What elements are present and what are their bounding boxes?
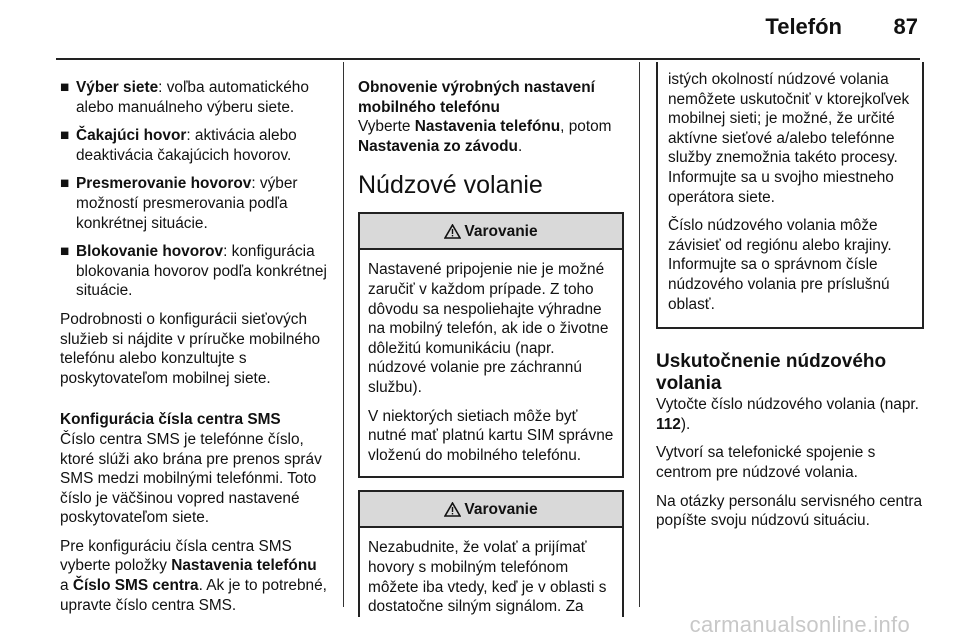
bullet-term: Výber siete [76, 79, 159, 96]
sms-paragraph: Číslo centra SMS je telefónne číslo, ktoré slúži ako brána pre prenos správ SMS medzi mobilnými telefónmi. Toto číslo je väčšinou vopred nastavené poskytovateľom siete. [60, 430, 322, 527]
bullet-mark: ■ [60, 243, 70, 261]
warning-box-continued [656, 62, 924, 329]
warning-label: Varovanie [464, 222, 538, 240]
list-item [60, 242, 328, 301]
bullet-term: Blokovanie hovorov [76, 243, 224, 261]
menu-ref-factory-settings: Nastavenia zo závodu [358, 137, 518, 155]
watermark: carmanualsonline.info [689, 612, 910, 637]
column-1 [60, 78, 328, 624]
reset-heading: Obnovenie výrobných nastavení mobilného telefónu [358, 79, 595, 116]
reset-paragraph [358, 117, 624, 156]
warning-triangle-icon [444, 502, 461, 517]
column-3 [656, 62, 924, 540]
warning-paragraph: Číslo núdzového volania môže závisieť od regiónu alebo krajiny. Informujte sa o správnom čísle núdzového volania pre príslušnú oblasť. [668, 217, 892, 313]
text-run: . [517, 137, 523, 155]
text-run: Pre konfiguráciu čísla centra SMS vyberte položky [60, 537, 292, 575]
list-item [60, 126, 328, 165]
warning-paragraph: Nezabudnite, že volať a prijímať hovory s mobilným telefónom môžete iba vtedy, keď je v oblasti s dostatočne silným signálom. Za [368, 539, 607, 616]
header-rule [56, 58, 920, 60]
text-run: . Ak je to potrebné, upravte číslo centra SMS. [60, 577, 327, 614]
menu-ref-phone-settings: Nastavenia telefónu [414, 118, 561, 136]
bullet-text: : výber možností presmerovania podľa konkrétnej situácie. [76, 175, 298, 232]
bullet-text: : konfigurácia blokovania hovorov podľa konkrétnej situácie. [76, 243, 327, 300]
header-title: Telefón [765, 14, 842, 39]
make-call-paragraph: Vytvorí sa telefonické spojenie s centrom pre núdzové volania. [656, 444, 876, 481]
column-divider [639, 62, 640, 607]
warning-box [358, 490, 624, 616]
warning-body [360, 250, 622, 476]
text-run: Vyberte [358, 118, 415, 136]
bullet-text: : aktivácia alebo deaktivácia čakajúcich hovorov. [76, 127, 297, 164]
bullet-text: : voľba automatického alebo manuálneho výberu siete. [76, 79, 309, 116]
warning-paragraph: V niektorých sietiach môže byť nutné mať platnú kartu SIM správne vloženú do mobilného telefónu. [368, 407, 614, 464]
warning-label: Varovanie [464, 500, 538, 518]
make-call-paragraph [656, 395, 924, 434]
sms-config-paragraph [60, 537, 328, 615]
bullet-term: Čakajúci hovor [76, 127, 187, 145]
warning-body [360, 528, 622, 616]
make-call-heading: Uskutočnenie núdzového volania [656, 351, 887, 395]
emergency-number: 112 [656, 415, 681, 433]
list-item [60, 174, 328, 233]
warning-header [360, 214, 622, 250]
warning-box [358, 212, 624, 478]
section-title: Núdzové volanie [358, 171, 543, 200]
text-run: , potom [560, 118, 612, 136]
make-call-paragraph: Na otázky personálu servisného centra popíšte svoju núdzovú situáciu. [656, 492, 923, 530]
menu-ref-sms-center-number: Číslo SMS centra [72, 577, 199, 595]
sms-heading: Konfigurácia čísla centra SMS [60, 411, 281, 429]
warning-triangle-icon [444, 224, 461, 239]
bullet-term: Presmerovanie hovorov [76, 175, 252, 193]
page-number: 87 [893, 14, 918, 39]
list-item [60, 78, 328, 117]
bullet-mark: ■ [60, 79, 70, 96]
warning-paragraph: istých okolností núdzové volania nemôžete uskutočniť v ktorejkoľvek mobilnej sieti; je možné, že určité aktívne sieťové a/alebo telefónne služby znemožnia takéto procesy. Informujte sa u svojho miestneho operátora siete. [668, 71, 910, 206]
warning-paragraph: Nastavené pripojenie nie je možné zaručiť v každom prípade. Z toho dôvodu sa nespoliehajte výhradne na mobilný telefón, ak ide o životne dôležitú komunikáciu (napr. núdzové volanie pre záchrannú službu). [368, 261, 609, 396]
warning-header [360, 492, 622, 528]
bullet-mark: ■ [60, 175, 70, 193]
bullet-mark: ■ [60, 127, 70, 145]
text-run: Vytočte číslo núdzového volania (napr. [656, 396, 919, 414]
column-divider [343, 62, 344, 607]
column-2 [358, 78, 624, 626]
menu-ref-phone-settings: Nastavenia telefónu [171, 557, 317, 575]
network-services-paragraph: Podrobnosti o konfigurácii sieťových služieb si nájdite v príručke mobilného telefónu alebo konzultujte s poskytovateľom mobilnej siete. [60, 310, 321, 387]
text-run: a [60, 577, 73, 595]
text-run: ). [680, 415, 691, 433]
